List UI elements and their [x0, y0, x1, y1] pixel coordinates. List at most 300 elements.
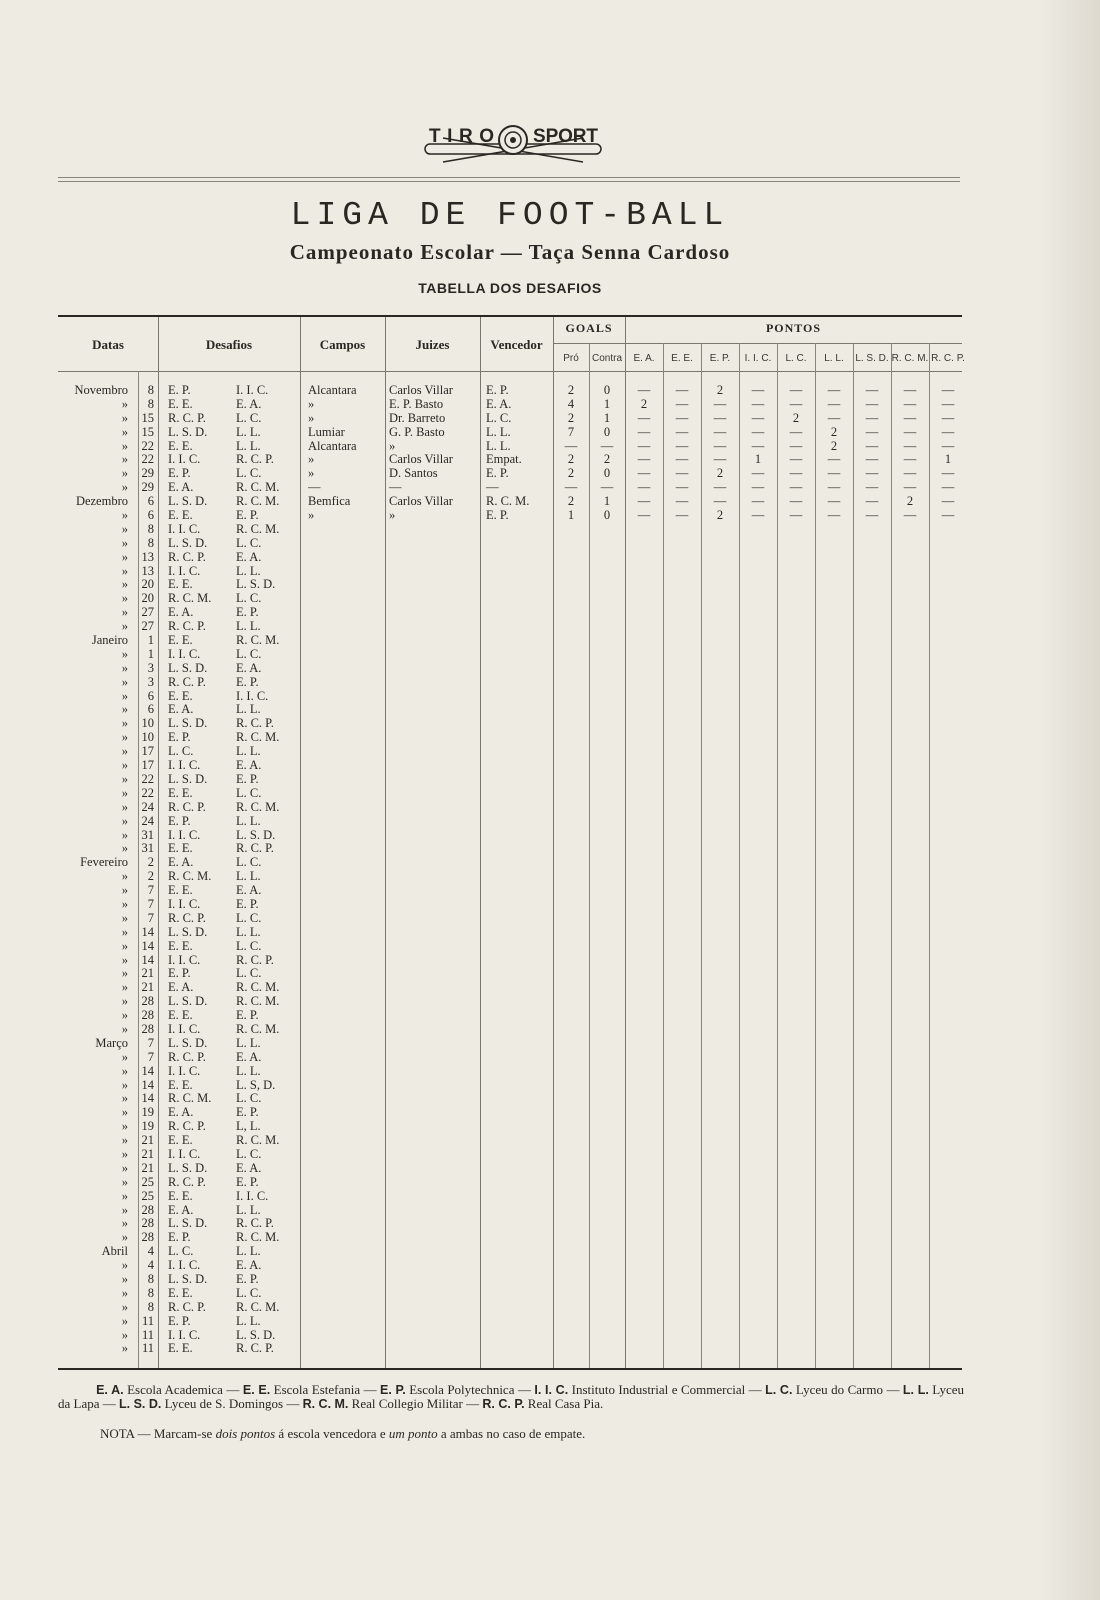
header-desafios: Desafios [205, 337, 253, 352]
row-pontos: — [865, 508, 879, 523]
row-month: » [121, 535, 128, 550]
row-pontos: 2 [830, 438, 838, 453]
row-pontos: — [903, 383, 917, 397]
row-month: Dezembro [75, 494, 128, 509]
row-team-home: L. S. D. [168, 494, 208, 509]
row-pontos: — [827, 383, 841, 397]
row-day: 3 [147, 660, 154, 675]
row-team-away: E. A. [236, 758, 262, 773]
row-month: » [121, 466, 128, 481]
row-team-home: E. E. [168, 688, 193, 703]
row-pontos: — [713, 424, 727, 439]
row-team-away: I. I. C. [236, 688, 269, 703]
row-campo: Bemfica [308, 494, 351, 509]
header-pontos-team: L. L. [824, 353, 844, 364]
row-pontos: — [941, 466, 955, 481]
row-team-home: E. A. [168, 702, 194, 717]
row-month: » [121, 1133, 128, 1148]
table-row [0, 398, 1100, 412]
row-team-home: I. I. C. [168, 1021, 201, 1036]
table-row [0, 884, 1100, 898]
row-goals-contra: 1 [603, 494, 611, 509]
row-team-away: R. C. M. [236, 730, 280, 745]
row-pontos: — [713, 396, 727, 411]
row-month: » [121, 508, 128, 523]
row-team-home: E. E. [168, 633, 193, 648]
row-team-away: R. C. M. [236, 1230, 280, 1245]
row-team-away: E. A. [236, 396, 262, 411]
row-month: » [121, 841, 128, 856]
row-team-home: E. E. [168, 1285, 193, 1300]
row-pontos: — [675, 452, 689, 467]
row-team-away: L. L. [236, 1202, 261, 1217]
table-row [0, 1217, 1100, 1231]
row-team-home: I. I. C. [168, 758, 201, 773]
row-pontos: — [751, 424, 765, 439]
row-pontos: 2 [716, 383, 724, 397]
row-vencedor: E. A. [486, 396, 512, 411]
row-day: 31 [141, 841, 154, 856]
row-day: 10 [141, 716, 154, 731]
row-pontos: — [941, 480, 955, 495]
row-goals-pro: 7 [567, 424, 575, 439]
row-day: 28 [141, 1008, 154, 1023]
row-team-home: E. E. [168, 841, 193, 856]
row-team-home: E. P. [168, 966, 191, 981]
row-team-away: L. C. [236, 1146, 262, 1161]
row-vencedor: L. L. [486, 424, 511, 439]
row-team-away: L. L. [236, 1035, 261, 1050]
legend-name: Escola Academica [127, 1382, 223, 1397]
row-month: » [121, 480, 128, 495]
row-team-home: E. P. [168, 466, 191, 481]
row-team-home: E. A. [168, 980, 194, 995]
row-campo: » [308, 396, 315, 411]
row-day: 29 [141, 466, 154, 481]
row-goals-contra: 0 [603, 383, 611, 397]
row-pontos: — [751, 396, 765, 411]
header-vencedor: Vencedor [490, 337, 543, 352]
row-team-away: I. I. C. [236, 383, 269, 397]
row-day: 28 [141, 1230, 154, 1245]
row-campo: Lumiar [308, 424, 345, 439]
row-month: » [121, 1063, 128, 1078]
row-month: » [121, 605, 128, 620]
row-day: 28 [141, 1202, 154, 1217]
row-goals-pro: 2 [567, 383, 575, 397]
row-day: 22 [141, 452, 154, 467]
row-day: 24 [141, 813, 154, 828]
row-team-away: R. C. P. [236, 952, 274, 967]
row-pontos: — [751, 508, 765, 523]
header-pontos-team: L. S. D. [855, 353, 889, 364]
row-team-home: R. C. M. [168, 1091, 212, 1106]
table-row [0, 1176, 1100, 1190]
table-row [0, 523, 1100, 537]
row-day: 29 [141, 480, 154, 495]
row-team-away: L. S, D. [236, 1077, 276, 1092]
row-goals-contra: — [600, 480, 614, 495]
row-pontos: — [789, 466, 803, 481]
row-day: 2 [147, 855, 154, 870]
row-month: » [121, 1146, 128, 1161]
row-month: » [121, 577, 128, 592]
row-day: 27 [141, 619, 154, 634]
row-team-away: L. L. [236, 869, 261, 884]
row-team-away: L. C. [236, 646, 262, 661]
row-pontos: — [637, 410, 651, 425]
row-day: 22 [141, 438, 154, 453]
row-day: 6 [147, 688, 154, 703]
row-team-home: L. S. D. [168, 994, 208, 1009]
table-row [0, 1037, 1100, 1051]
row-month: » [121, 883, 128, 898]
row-day: 6 [147, 508, 154, 523]
table-row [0, 815, 1100, 829]
row-team-away: E. P. [236, 1008, 259, 1023]
row-team-home: R. C. P. [168, 799, 206, 814]
header-pontos-team: E. A. [633, 353, 655, 364]
row-goals-contra: — [600, 438, 614, 453]
row-juiz: Carlos Villar [389, 494, 453, 509]
row-month: » [121, 1174, 128, 1189]
row-campo: Alcantara [308, 383, 357, 397]
row-team-home: E. E. [168, 438, 193, 453]
row-team-away: R. C. M. [236, 980, 280, 995]
row-team-away: L. C. [236, 1285, 262, 1300]
table-row [0, 759, 1100, 773]
row-pontos: — [637, 466, 651, 481]
row-team-away: L. L. [236, 424, 261, 439]
row-pontos: — [865, 452, 879, 467]
row-pontos: — [675, 466, 689, 481]
table-row [0, 1259, 1100, 1273]
row-day: 14 [141, 1091, 154, 1106]
row-day: 4 [147, 1258, 154, 1273]
row-day: 21 [141, 1160, 154, 1175]
header-pontos-team: L. C. [785, 353, 807, 364]
row-team-away: L. L. [236, 813, 261, 828]
row-day: 15 [141, 424, 154, 439]
row-pontos: — [637, 508, 651, 523]
row-day: 20 [141, 577, 154, 592]
row-pontos: — [751, 494, 765, 509]
table-row [0, 1023, 1100, 1037]
row-team-away: R. C. M. [236, 1299, 280, 1314]
row-day: 17 [141, 758, 154, 773]
table-row [0, 870, 1100, 884]
abbreviation-legend: E. A. Escola Academica — E. E. Escola Estefania — E. P. Escola Polytechnica — I. I. C. Instituto Industrial e Commercial — L. C. Lyceu do Carmo — L. L. Lyceu da Lapa — L. S. D. Lyceu de S. Domingos — R. C. M. Real Collegio Militar — R. C. P. Real Casa Pia. [58, 1382, 965, 1412]
header-goals: GOALS [565, 321, 613, 335]
row-day: 8 [147, 521, 154, 536]
row-pontos: — [713, 480, 727, 495]
row-juiz: D. Santos [389, 466, 438, 481]
row-pontos: — [637, 383, 651, 397]
row-pontos: — [941, 508, 955, 523]
legend-name: Real Collegio Militar [351, 1396, 463, 1412]
row-team-home: E. E. [168, 1341, 193, 1356]
row-month: » [121, 952, 128, 967]
row-day: 8 [147, 1299, 154, 1314]
row-vencedor: E. P. [486, 383, 509, 397]
row-pontos: — [827, 452, 841, 467]
table-row [0, 412, 1100, 426]
row-day: 14 [141, 1077, 154, 1092]
row-month: Janeiro [91, 633, 128, 648]
row-juiz: Dr. Barreto [389, 410, 446, 425]
row-team-home: E. E. [168, 577, 193, 592]
row-team-home: E. P. [168, 1230, 191, 1245]
row-pontos: — [903, 438, 917, 453]
table-row [0, 842, 1100, 856]
row-goals-contra: 2 [603, 452, 611, 467]
table-row [0, 801, 1100, 815]
table-row [0, 495, 1100, 509]
row-pontos: — [789, 383, 803, 397]
row-team-home: R. C. P. [168, 1299, 206, 1314]
table-row [0, 634, 1100, 648]
row-month: » [121, 424, 128, 439]
row-pontos: — [713, 494, 727, 509]
row-team-away: R. C. M. [236, 1133, 280, 1148]
row-team-away: E. P. [236, 1272, 259, 1286]
table-row [0, 426, 1100, 440]
row-team-away: R. C. M. [236, 1021, 280, 1036]
row-team-away: L. L. [236, 702, 261, 717]
row-day: 7 [147, 883, 154, 898]
row-month: » [121, 521, 128, 536]
row-month: » [121, 744, 128, 759]
row-team-home: E. E. [168, 938, 193, 953]
table-row [0, 967, 1100, 981]
row-juiz: Carlos Villar [389, 452, 453, 467]
row-team-home: L. S. D. [168, 771, 208, 786]
row-team-away: R. C. P. [236, 716, 274, 731]
row-month: » [121, 1341, 128, 1356]
row-vencedor: Empat. [486, 452, 522, 467]
row-team-home: L. S. D. [168, 924, 208, 939]
row-month: » [121, 396, 128, 411]
table-row [0, 565, 1100, 579]
table-row [0, 1315, 1100, 1329]
table-row [0, 592, 1100, 606]
header-juizes: Juizes [415, 337, 450, 352]
row-vencedor: L. C. [486, 410, 512, 425]
row-pontos: — [751, 466, 765, 481]
row-team-away: L. L. [236, 1244, 261, 1259]
row-pontos: — [865, 438, 879, 453]
table-row [0, 926, 1100, 940]
row-month: » [121, 1188, 128, 1203]
row-team-home: L. S. D. [168, 660, 208, 675]
table-row [0, 620, 1100, 634]
table-row [0, 717, 1100, 731]
table-row [0, 1009, 1100, 1023]
row-pontos: — [827, 410, 841, 425]
row-month: » [121, 1105, 128, 1120]
row-month: » [121, 1216, 128, 1231]
table-row [0, 606, 1100, 620]
row-team-away: L. C. [236, 466, 262, 481]
row-pontos: — [865, 396, 879, 411]
row-team-away: E. A. [236, 1049, 262, 1064]
row-team-away: E. A. [236, 660, 262, 675]
row-day: 22 [141, 771, 154, 786]
row-team-away: L. L. [236, 563, 261, 578]
table-row [0, 731, 1100, 745]
row-pontos: — [827, 480, 841, 495]
row-team-away: E. P. [236, 1174, 259, 1189]
row-team-away: E. P. [236, 674, 259, 689]
row-day: 22 [141, 785, 154, 800]
header-goals-pro: Pró [563, 353, 579, 364]
row-month: » [121, 1049, 128, 1064]
table-row [0, 1120, 1100, 1134]
row-vencedor: E. P. [486, 508, 509, 523]
row-month: » [121, 549, 128, 564]
row-month: » [121, 1285, 128, 1300]
row-goals-contra: 1 [603, 410, 611, 425]
row-campo: » [308, 466, 315, 481]
table-row [0, 995, 1100, 1009]
row-team-away: L. L. [236, 619, 261, 634]
row-juiz: Carlos Villar [389, 383, 453, 397]
row-team-home: E. P. [168, 813, 191, 828]
row-team-home: E. E. [168, 1133, 193, 1148]
row-pontos: — [751, 480, 765, 495]
row-team-home: R. C. P. [168, 619, 206, 634]
row-month: » [121, 1160, 128, 1175]
row-team-home: I. I. C. [168, 452, 201, 467]
row-team-home: E. A. [168, 1202, 194, 1217]
table-row [0, 912, 1100, 926]
row-team-home: E. A. [168, 605, 194, 620]
table-row [0, 745, 1100, 759]
row-goals-pro: — [564, 480, 578, 495]
row-team-home: I. I. C. [168, 521, 201, 536]
row-month: » [121, 869, 128, 884]
row-pontos: — [637, 438, 651, 453]
row-day: 19 [141, 1119, 154, 1134]
header-rule [58, 181, 960, 182]
row-month: » [121, 410, 128, 425]
row-pontos: — [675, 396, 689, 411]
row-team-away: L. S. D. [236, 1327, 276, 1342]
row-pontos: — [941, 410, 955, 425]
legend-abbr: R. C. M. [302, 1397, 349, 1412]
row-team-home: I. I. C. [168, 1327, 201, 1342]
row-day: 20 [141, 591, 154, 606]
row-pontos: — [789, 396, 803, 411]
row-team-away: L. C. [236, 1091, 262, 1106]
row-month: » [121, 771, 128, 786]
header-pontos-team: I. I. C. [744, 353, 772, 364]
row-day: 28 [141, 1216, 154, 1231]
table-top-rule [58, 315, 962, 317]
row-day: 24 [141, 799, 154, 814]
row-goals-pro: — [564, 438, 578, 453]
row-month: » [121, 438, 128, 453]
row-team-home: L. S. D. [168, 716, 208, 731]
row-team-home: R. C. P. [168, 1119, 206, 1134]
row-team-home: R. C. M. [168, 591, 212, 606]
row-day: 10 [141, 730, 154, 745]
table-row [0, 1162, 1100, 1176]
row-team-home: E. A. [168, 1105, 194, 1120]
row-pontos: 1 [944, 452, 952, 467]
row-goals-contra: 0 [603, 424, 611, 439]
row-day: 28 [141, 1021, 154, 1036]
row-team-home: I. I. C. [168, 896, 201, 911]
row-team-home: L. S. D. [168, 535, 208, 550]
row-pontos: — [865, 494, 879, 509]
row-pontos: 2 [640, 396, 648, 411]
table-row [0, 1190, 1100, 1204]
row-month: » [121, 674, 128, 689]
header-bottom-rule [58, 371, 962, 372]
legend-abbr: I. I. C. [534, 1383, 569, 1397]
row-pontos: — [903, 452, 917, 467]
row-vencedor: L. L. [486, 438, 511, 453]
row-team-home: E. E. [168, 1077, 193, 1092]
row-team-away: E. P. [236, 508, 259, 523]
row-pontos: 2 [830, 424, 838, 439]
svg-text:TIRO: TIRO [429, 126, 494, 147]
row-team-away: E. A. [236, 883, 262, 898]
row-team-away: R. C. M. [236, 633, 280, 648]
row-day: 7 [147, 1049, 154, 1064]
row-day: 21 [141, 980, 154, 995]
row-day: 3 [147, 674, 154, 689]
row-pontos: — [903, 508, 917, 523]
row-team-home: R. C. M. [168, 869, 212, 884]
row-team-away: L. S. D. [236, 577, 276, 592]
row-day: 6 [147, 702, 154, 717]
row-team-away: L. C. [236, 855, 262, 870]
table-row [0, 676, 1100, 690]
row-goals-pro: 2 [567, 494, 575, 509]
row-team-home: I. I. C. [168, 1258, 201, 1273]
table-row [0, 467, 1100, 481]
table-row [0, 1231, 1100, 1245]
row-day: 8 [147, 383, 154, 397]
row-team-away: R. C. M. [236, 494, 280, 509]
row-month: Março [95, 1035, 128, 1050]
row-campo: — [308, 480, 321, 495]
legend-abbr: E. A. [96, 1383, 124, 1397]
row-pontos: — [903, 480, 917, 495]
table-row [0, 537, 1100, 551]
row-pontos: — [827, 494, 841, 509]
table-row [0, 954, 1100, 968]
row-day: 28 [141, 994, 154, 1009]
row-pontos: — [637, 480, 651, 495]
table-row [0, 1342, 1100, 1356]
row-pontos: — [675, 424, 689, 439]
legend-name: Lyceu de S. Domingos [164, 1396, 284, 1412]
row-month: » [121, 1077, 128, 1092]
row-team-home: R. C. P. [168, 674, 206, 689]
row-month: » [121, 924, 128, 939]
header-pontos-team: E. P. [709, 353, 731, 364]
row-goals-contra: 1 [603, 396, 611, 411]
table-row [0, 1273, 1100, 1287]
row-day: 8 [147, 535, 154, 550]
row-day: 21 [141, 1146, 154, 1161]
row-day: 4 [147, 1244, 154, 1259]
row-team-away: R. C. P. [236, 1341, 274, 1356]
legend-abbr: L. S. D. [119, 1397, 162, 1412]
